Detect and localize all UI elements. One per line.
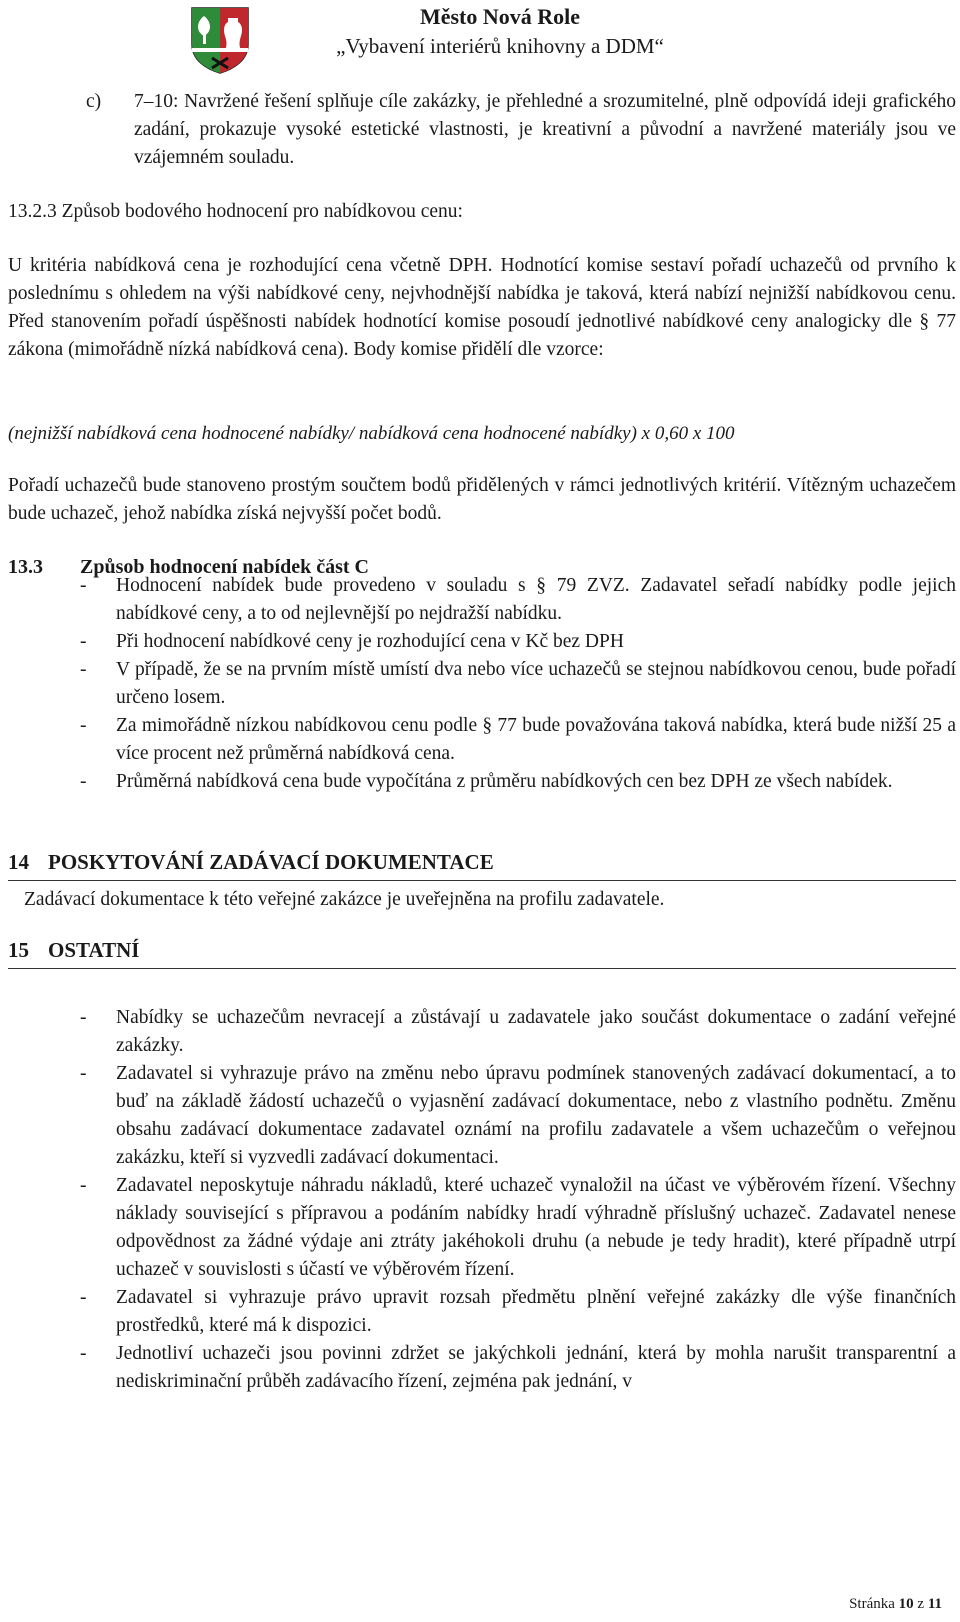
list-dash: - (80, 659, 87, 680)
section-15-heading (8, 938, 956, 969)
section-13-2-3-heading: 13.2.3 Způsob bodového hodnocení pro nabídkovou cenu: (8, 201, 463, 222)
list-dash: - (80, 631, 87, 652)
section-14-text: Zadávací dokumentace k této veřejné zakázce je uveřejněna na profilu zadavatele. (24, 889, 665, 910)
list-dash: - (80, 575, 87, 596)
section-13-3-number: 13.3 (8, 556, 43, 578)
list-item: - Zadavatel si vyhrazuje právo upravit rozsah předmětu plnění veřejné zakázky dle výše finančních prostředků, které má k dispozici. (8, 1284, 956, 1340)
list-dash: - (80, 771, 87, 792)
list-item: - Zadavatel neposkytuje náhradu nákladů, které uchazeč vynaložil na účast ve výběrovém řízení. Všechny náklady související s přípravou a podáním nabídky hradí výhradně příslušný uchazeč. Zadavatel nenese odpovědnost za žádné výdaje ani ztráty jakéhokoli druhu (a nebude je tedy hradit), které případně utrpí uchazeč v souvislosti s účastí ve výběrovém řízení. (8, 1172, 956, 1284)
criterion-c-text: 7–10: Navržené řešení splňuje cíle zakázky, je přehledné a srozumitelné, plně odpovídá ideji grafického zadání, prokazuje vysoké estetické vlastnosti, je kreativní a původní a navržené materiály jsou ve vzájemném souladu. (134, 91, 956, 168)
list-dash: - (80, 715, 87, 736)
current-page: 10 (898, 1596, 914, 1612)
header-subtitle: „Vybavení interiérů knihovny a DDM“ (336, 34, 664, 58)
criterion-c-label: c) (86, 91, 102, 112)
list-item: - Jednotliví uchazeči jsou povinni zdržet se jakýchkoli jednání, která by mohla narušit transparentní a nediskriminační průběh zadávacího řízení, zejména pak jednání, v (8, 1340, 956, 1396)
section-14-number: 14 (8, 850, 29, 874)
header-title: Město Nová Role (419, 4, 581, 29)
list-dash: - (80, 1063, 87, 1084)
section-13-3-title: Způsob hodnocení nabídek část C (80, 556, 369, 578)
page-number-footer: Stránka 10 z 11 (849, 1596, 942, 1612)
list-item: - Průměrná nabídková cena bude vypočítána z průměru nabídkových cen bez DPH ze všech nabídek. (8, 768, 956, 796)
town-crest-logo (190, 6, 250, 74)
list-item: - Hodnocení nabídek bude provedeno v souladu s § 79 ZVZ. Zadavatel seřadí nabídky podle jejich nabídkové ceny, a to od nejlevnější po nejdražší nabídku. (8, 572, 956, 628)
page-header (0, 0, 960, 80)
list-item: - Při hodnocení nabídkové ceny je rozhodující cena v Kč bez DPH (8, 628, 956, 656)
list-item: - Za mimořádně nízkou nabídkovou cenu podle § 77 bude považována taková nabídka, která bude nižší 25 a více procent než průměrná nabídková cena. (8, 712, 956, 768)
list-dash: - (80, 1007, 87, 1028)
list-item: - Nabídky se uchazečům nevracejí a zůstávají u zadavatele jako součást dokumentace o zadání veřejné zakázky. (8, 1004, 956, 1060)
section-15-title: OSTATNÍ (48, 938, 140, 962)
section-13-3-list (8, 572, 956, 796)
scoring-formula: (nejnižší nabídková cena hodnocené nabídky/ nabídková cena hodnocené nabídky) x 0,60 x 100 (8, 423, 735, 444)
section-14-heading (8, 850, 956, 881)
total-pages: 11 (927, 1596, 942, 1612)
list-dash: - (80, 1175, 87, 1196)
section-15-number: 15 (8, 938, 29, 962)
section-15-list (8, 1004, 956, 1396)
list-dash: - (80, 1343, 87, 1364)
section-13-2-3-paragraph-1: U kritéria nabídková cena je rozhodující cena včetně DPH. Hodnotící komise sestaví pořadí uchazečů od prvního k poslednímu s ohledem na výši nabídkové ceny, nejvhodnější nabídka je taková, která nabízí nejnižší nabídkovou cenu. Před stanovením pořadí úspěšnosti nabídek hodnotící komise posoudí jednotlivé nabídkové ceny analogicky dle § 77 zákona (mimořádně nízká nabídková cena). Body komise přidělí dle vzorce: (8, 255, 956, 360)
list-dash: - (80, 1287, 87, 1308)
section-14-title: POSKYTOVÁNÍ ZADÁVACÍ DOKUMENTACE (48, 850, 494, 874)
list-item: - V případě, že se na prvním místě umístí dva nebo více uchazečů se stejnou nabídkovou cenou, bude pořadí určeno losem. (8, 656, 956, 712)
section-13-2-3-paragraph-2: Pořadí uchazečů bude stanoveno prostým součtem bodů přidělených v rámci jednotlivých kritérií. Vítězným uchazečem bude uchazeč, jehož nabídka získá nejvyšší počet bodů. (8, 475, 956, 524)
list-item: - Zadavatel si vyhrazuje právo na změnu nebo úpravu podmínek stanovených zadávací dokumentací, a to buď na základě žádostí uchazečů o vyjasnění zadávací dokumentace, nebo z vlastního podnětu. Změnu obsahu zadávací dokumentace zadavatel oznámí na profilu zadavatele a všem uchazečům o veřejnou zakázku, kteří si vyzvedli zadávací dokumentaci. (8, 1060, 956, 1172)
